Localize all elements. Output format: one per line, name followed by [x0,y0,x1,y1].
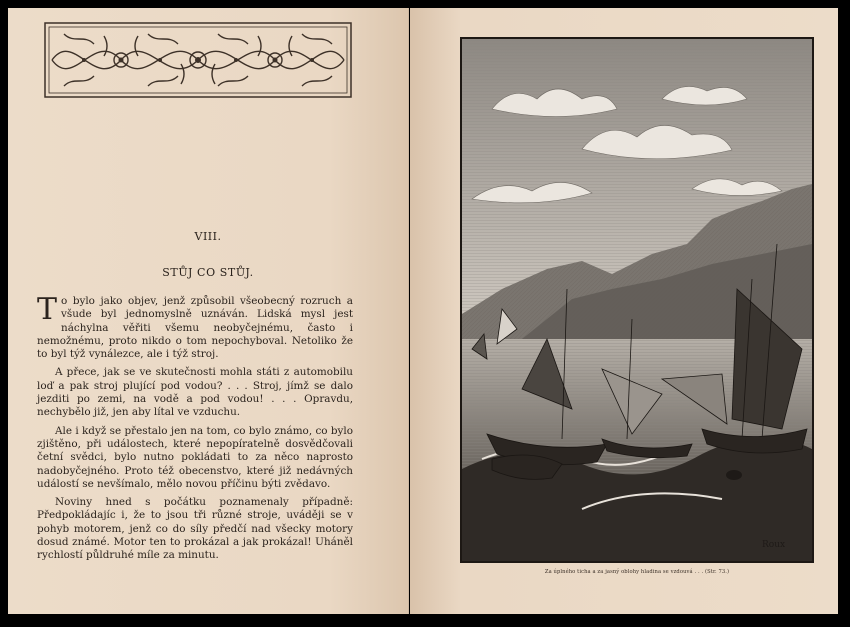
paragraph-1-text: o bylo jako objev, jenž způsobil všeobecný rozruch a všude byl jednomyslně uznáván. Lidská mysl jest náchylna věřiti všemu neobyčejnému, často i nemožnému, proto nikdo o tom nepochyboval. Netoliko že to byl týž vynálezce, ale i týž stroj. [37,295,353,361]
illustration-caption: Za úplného ticha a za jasný oblohy hladina se vzdouvá . . . (Str. 73.) [544,569,730,575]
paragraph-2: A přece, jak se ve skutečnosti mohla státi z automobilu loď a pak stroj plující pod vodou? . . . Stroj, jímž se dalo jezditi po zemi, na vodě a pod vodou! . . . Opravdu, nechybělo již, jen aby lítal ve vzduchu. [37,366,353,419]
sailboats-in-rough-sea-image [462,39,812,561]
right-page [410,8,838,614]
body-text [37,292,353,568]
paragraph-1 [37,292,353,361]
left-page [8,8,409,614]
artist-signature: Roux [762,540,786,550]
engraving-illustration [460,37,814,563]
paragraph-3: Ale i když se přestalo jen na tom, co bylo známo, co bylo zjištěno, při událostech, které nepopíratelně dosvědčovali četní svědci, bylo nutno pokládati to za něco naprosto nadobyčejného. Proto též obecenstvo, které již nedávných událostí se nevšímalo, mělo novou příčinu býti zvědavo. [37,424,353,490]
paragraph-4: Noviny hned s počátku poznamenaly případně: Předpokládajíc i, že to jsou tři různé stroje, uváději se v pohyb motorem, jenž co do síly předčí nad všecky motory dosud známé. Motor ten to prokázal a jak prokázal! Uháněl rychlostí půldruhé míle za minutu. [37,496,353,562]
chapter-title: STŮJ CO STŮJ. [162,266,254,279]
art-nouveau-ornament [44,22,352,98]
drop-cap: T [37,292,58,327]
chapter-number: VIII. [194,230,222,243]
